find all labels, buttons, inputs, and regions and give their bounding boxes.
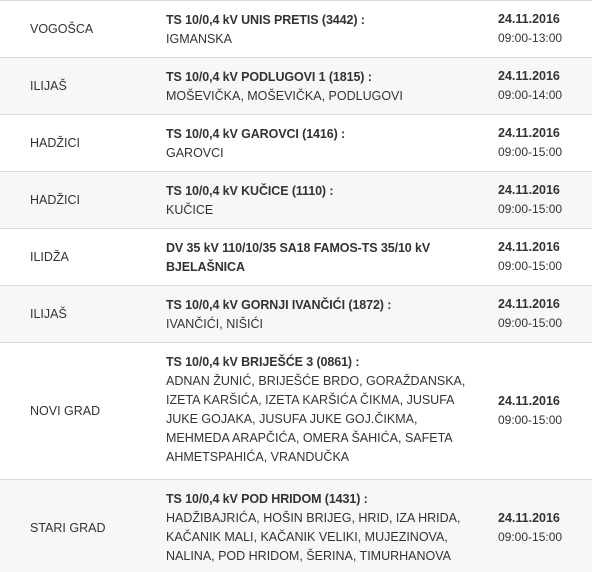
- table-row: [0, 115, 592, 172]
- table-row: [0, 343, 592, 480]
- time-cell: [468, 58, 592, 114]
- time-cell: [468, 343, 592, 479]
- table-row: [0, 58, 592, 115]
- municipality-cell: ILIJAŠ: [30, 307, 67, 321]
- outage-hours: 09:00-15:00: [498, 529, 563, 544]
- outage-hours: 09:00-15:00: [498, 202, 563, 216]
- affected-streets: ADNAN ŽUNIĆ, BRIJEŠĆE BRDO, GORAŽDANSKA, IZETA KARŠIĆA, IZETA KARŠIĆA ČIKMA, JUSUFA JUKE GOJAKA, JUSUFA JUKE GOJ.ČIKMA, MEHMEDA ARAPČIĆA, OMERA ŠAHIĆA, SAFETA AHMETSPAHIĆA, VRANDUČKA: [166, 374, 466, 464]
- time-cell: [468, 115, 592, 171]
- time-cell: [468, 286, 592, 342]
- table-row: [0, 172, 592, 229]
- municipality-cell: STARI GRAD: [30, 520, 106, 535]
- outage-date: 24.11.2016: [498, 510, 560, 525]
- details-cell: [136, 115, 468, 171]
- table-row: [0, 1, 592, 58]
- details-cell: [136, 1, 468, 57]
- station-name: TS 10/0,4 kV BRIJEŠĆE 3 (0861) :: [166, 355, 360, 369]
- municipality-cell: HADŽICI: [30, 136, 80, 150]
- details-cell: [136, 286, 468, 342]
- affected-streets: IGMANSKA: [166, 32, 232, 46]
- station-name: TS 10/0,4 kV PODLUGOVI 1 (1815) :: [166, 70, 372, 84]
- station-name: TS 10/0,4 kV GORNJI IVANČIĆI (1872) :: [166, 298, 392, 312]
- affected-streets: MOŠEVIČKA, MOŠEVIČKA, PODLUGOVI: [166, 89, 403, 103]
- station-name: TS 10/0,4 kV POD HRIDOM (1431) :: [166, 492, 368, 506]
- table-row: [0, 229, 592, 286]
- outage-date: 24.11.2016: [498, 183, 560, 197]
- time-cell: [468, 480, 592, 572]
- outage-date: 24.11.2016: [498, 126, 560, 140]
- outage-hours: 09:00-15:00: [498, 259, 563, 273]
- outage-date: 24.11.2016: [498, 240, 560, 254]
- outage-date: 24.11.2016: [498, 394, 560, 408]
- details-cell: [136, 58, 468, 114]
- affected-streets: GAROVCI: [166, 146, 224, 160]
- details-cell: [136, 343, 468, 479]
- outage-hours: 09:00-13:00: [498, 31, 563, 45]
- time-cell: [468, 229, 592, 285]
- time-cell: [468, 172, 592, 228]
- outage-hours: 09:00-15:00: [498, 316, 563, 330]
- outage-hours: 09:00-15:00: [498, 145, 563, 159]
- affected-streets: HADŽIBAJRIĆA, HOŠIN BRIJEG, HRID, IZA HRIDA, KAČANIK MALI, KAČANIK VELIKI, MUJEZINOVA, NALINA, POD HRIDOM, ŠERINA, TIMURHANOVA: [166, 511, 461, 563]
- table-row: [0, 286, 592, 343]
- municipality-cell: VOGOŠCA: [30, 22, 94, 36]
- outage-hours: 09:00-15:00: [498, 413, 563, 427]
- station-name: TS 10/0,4 kV GAROVCI (1416) :: [166, 127, 346, 141]
- station-name: DV 35 kV 110/10/35 SA18 FAMOS-TS 35/10 kV BJELAŠNICA: [166, 241, 431, 274]
- outage-date: 24.11.2016: [498, 69, 560, 83]
- outage-date: 24.11.2016: [498, 297, 560, 311]
- municipality-cell: HADŽICI: [30, 193, 80, 207]
- details-cell: [136, 172, 468, 228]
- outage-hours: 09:00-14:00: [498, 88, 563, 102]
- station-name: TS 10/0,4 kV UNIS PRETIS (3442) :: [166, 13, 365, 27]
- affected-streets: KUČICE: [166, 203, 214, 217]
- station-name: TS 10/0,4 kV KUČICE (1110) :: [166, 184, 334, 198]
- time-cell: [468, 1, 592, 57]
- municipality-cell: ILIJAŠ: [30, 79, 67, 93]
- outage-date: 24.11.2016: [498, 12, 560, 26]
- details-cell: [136, 480, 468, 572]
- table-row: [0, 480, 592, 572]
- affected-streets: IVANČIĆI, NIŠIĆI: [166, 317, 264, 331]
- details-cell: [136, 229, 468, 285]
- municipality-cell: NOVI GRAD: [30, 404, 101, 418]
- municipality-cell: ILIDŽA: [30, 250, 69, 264]
